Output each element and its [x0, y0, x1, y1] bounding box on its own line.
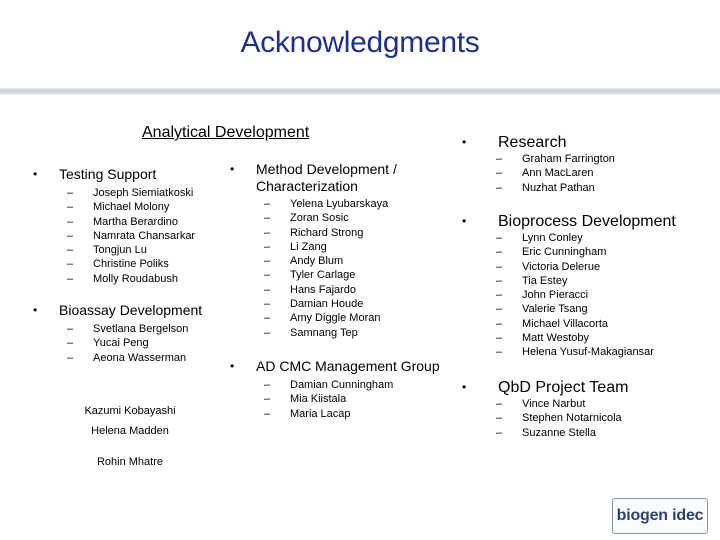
- person-name: Hans Fajardo: [290, 283, 357, 296]
- extra-name: Helena Madden: [91, 425, 169, 437]
- bullet-icon: •: [230, 359, 235, 373]
- person-item: [462, 231, 712, 245]
- person-item: [462, 411, 712, 425]
- dash-icon: –: [67, 337, 74, 350]
- bullet-icon: •: [33, 303, 38, 317]
- dash-icon: –: [67, 258, 74, 271]
- person-name: Vince Narbut: [522, 398, 586, 410]
- dash-icon: –: [496, 412, 503, 425]
- person-item: [462, 245, 712, 259]
- section-label: Bioassay Development: [59, 302, 203, 318]
- person-name: Michael Molony: [93, 201, 170, 214]
- dash-icon: –: [496, 426, 503, 439]
- dash-icon: –: [264, 326, 271, 339]
- person-item: [462, 260, 712, 274]
- person-item: [462, 302, 712, 316]
- dash-icon: –: [67, 201, 74, 214]
- dash-icon: –: [264, 379, 271, 391]
- section-bioprocess-development: [462, 212, 712, 360]
- person-item: [462, 288, 712, 302]
- person-item: [230, 392, 450, 406]
- dash-icon: –: [496, 153, 503, 165]
- people-list: [462, 231, 712, 360]
- person-item: [230, 311, 450, 325]
- person-item: [33, 351, 233, 365]
- dash-icon: –: [264, 298, 271, 311]
- section-label: Testing Support: [59, 166, 157, 182]
- person-item: [462, 426, 712, 440]
- person-item: [230, 378, 450, 392]
- person-name: Namrata Chansarkar: [93, 229, 196, 242]
- dash-icon: –: [496, 181, 503, 194]
- person-name: Martha Berardino: [93, 215, 178, 228]
- dash-icon: –: [496, 167, 503, 180]
- section-label: AD CMC Management Group: [256, 358, 440, 374]
- section-research: [462, 133, 712, 195]
- dash-icon: –: [67, 351, 74, 364]
- dash-icon: –: [67, 215, 74, 228]
- person-name: Joseph Siemiatkoski: [93, 187, 194, 199]
- person-item: [230, 268, 450, 282]
- dash-icon: –: [264, 255, 271, 268]
- person-name: Nuzhat Pathan: [522, 181, 595, 194]
- person-name: Victoria Delerue: [522, 260, 601, 273]
- dash-icon: –: [496, 232, 503, 244]
- person-name: Stephen Notarnicola: [522, 412, 622, 425]
- person-name: Christine Poliks: [93, 258, 169, 271]
- person-item: [462, 181, 712, 195]
- person-name: Amy Diggle Moran: [290, 312, 381, 325]
- dash-icon: –: [496, 274, 503, 287]
- person-name: Andy Blum: [290, 255, 344, 268]
- analytical-development-heading: Analytical Development: [142, 124, 310, 141]
- people-list: [230, 197, 450, 340]
- person-item: [462, 166, 712, 180]
- person-item: [33, 243, 233, 257]
- dash-icon: –: [264, 393, 271, 406]
- person-name: Svetlana Bergelson: [93, 323, 189, 335]
- dash-icon: –: [264, 212, 271, 225]
- person-name: Aeona Wasserman: [93, 351, 187, 364]
- dash-icon: –: [496, 332, 503, 345]
- dash-icon: –: [264, 269, 271, 282]
- person-item: [462, 317, 712, 331]
- person-item: [230, 226, 450, 240]
- person-item: [33, 229, 233, 243]
- person-item: [33, 257, 233, 271]
- section-method-development: [230, 161, 450, 340]
- person-item: [230, 407, 450, 421]
- dash-icon: –: [67, 187, 74, 199]
- person-name: Yelena Lyubarskaya: [290, 198, 389, 210]
- person-name: Samnang Tep: [290, 326, 358, 339]
- person-item: [462, 397, 712, 411]
- person-name: Damian Cunningham: [290, 379, 394, 391]
- person-name: Maria Lacap: [290, 407, 351, 420]
- person-name: Michael Villacorta: [522, 317, 609, 330]
- section-label: Bioprocess Development: [498, 213, 676, 230]
- section-label: QbD Project Team: [498, 379, 629, 396]
- people-list: [33, 322, 233, 365]
- dash-icon: –: [264, 226, 271, 239]
- person-item: [230, 283, 450, 297]
- person-name: Helena Yusuf-Makagiansar: [522, 346, 654, 359]
- section-label: Research: [498, 134, 567, 151]
- person-name: Richard Strong: [290, 226, 364, 239]
- person-name: Lynn Conley: [522, 232, 583, 244]
- person-item: [230, 197, 450, 211]
- person-item: [462, 345, 712, 359]
- section-ad-cmc-management: [230, 358, 450, 421]
- person-name: Matt Westoby: [522, 332, 590, 345]
- person-name: Tia Estey: [522, 274, 568, 287]
- people-list: [33, 186, 233, 286]
- dash-icon: –: [496, 246, 503, 259]
- person-item: [230, 254, 450, 268]
- person-name: Tongjun Lu: [93, 244, 147, 257]
- people-list: [462, 397, 712, 440]
- person-item: [462, 152, 712, 166]
- dash-icon: –: [496, 260, 503, 273]
- person-item: [33, 186, 233, 200]
- person-name: Suzanne Stella: [522, 426, 596, 439]
- dash-icon: –: [264, 312, 271, 325]
- dash-icon: –: [264, 407, 271, 420]
- person-name: Graham Farrington: [522, 153, 615, 165]
- bullet-icon: •: [462, 380, 467, 394]
- dash-icon: –: [496, 398, 503, 410]
- person-item: [33, 322, 233, 336]
- dash-icon: –: [67, 272, 74, 285]
- person-item: [230, 297, 450, 311]
- section-qbd-project-team: [462, 378, 712, 440]
- people-list: [230, 378, 450, 421]
- extra-names: [60, 401, 200, 441]
- title-divider: [0, 88, 720, 95]
- dash-icon: –: [264, 198, 271, 210]
- person-name: Valerie Tsang: [522, 303, 588, 316]
- section-label-line2: Characterization: [256, 178, 358, 194]
- dash-icon: –: [496, 346, 503, 359]
- person-name: Damian Houde: [290, 298, 364, 311]
- dash-icon: –: [67, 229, 74, 242]
- dash-icon: –: [264, 283, 271, 296]
- biogen-idec-logo: biogen idec: [612, 498, 708, 534]
- person-item: [230, 240, 450, 254]
- people-list: [462, 152, 712, 195]
- section-label-line1: Method Development /: [256, 161, 397, 177]
- person-name: Zoran Sosic: [290, 212, 349, 225]
- person-item: [230, 211, 450, 225]
- dash-icon: –: [67, 323, 74, 335]
- person-name: Li Zang: [290, 240, 327, 253]
- bullet-icon: •: [462, 135, 467, 149]
- bullet-icon: •: [230, 162, 235, 176]
- person-name: Eric Cunningham: [522, 246, 607, 259]
- dash-icon: –: [67, 244, 74, 257]
- bullet-icon: •: [462, 214, 467, 228]
- slide-title: Acknowledgments: [240, 26, 480, 59]
- person-item: [33, 200, 233, 214]
- dash-icon: –: [496, 303, 503, 316]
- extra-name: Kazumi Kobayashi: [84, 405, 176, 417]
- person-item: [230, 326, 450, 340]
- bullet-icon: •: [33, 167, 38, 181]
- person-name: Yucai Peng: [93, 337, 149, 350]
- person-name: Ann MacLaren: [522, 167, 594, 180]
- person-item: [33, 336, 233, 350]
- person-item: [33, 215, 233, 229]
- person-name: Tyler Carlage: [290, 269, 356, 282]
- person-name: Molly Roudabush: [93, 272, 178, 285]
- person-name: John Pieracci: [522, 289, 589, 302]
- person-item: [462, 331, 712, 345]
- dash-icon: –: [264, 240, 271, 253]
- section-bioassay-development: [33, 302, 233, 365]
- section-testing-support: [33, 166, 233, 286]
- dash-icon: –: [496, 289, 503, 302]
- person-item: [462, 274, 712, 288]
- dash-icon: –: [496, 317, 503, 330]
- person-name: Mia Kiistala: [290, 393, 347, 406]
- person-item: [33, 272, 233, 286]
- extra-single-name: Rohin Mhatre: [96, 456, 164, 468]
